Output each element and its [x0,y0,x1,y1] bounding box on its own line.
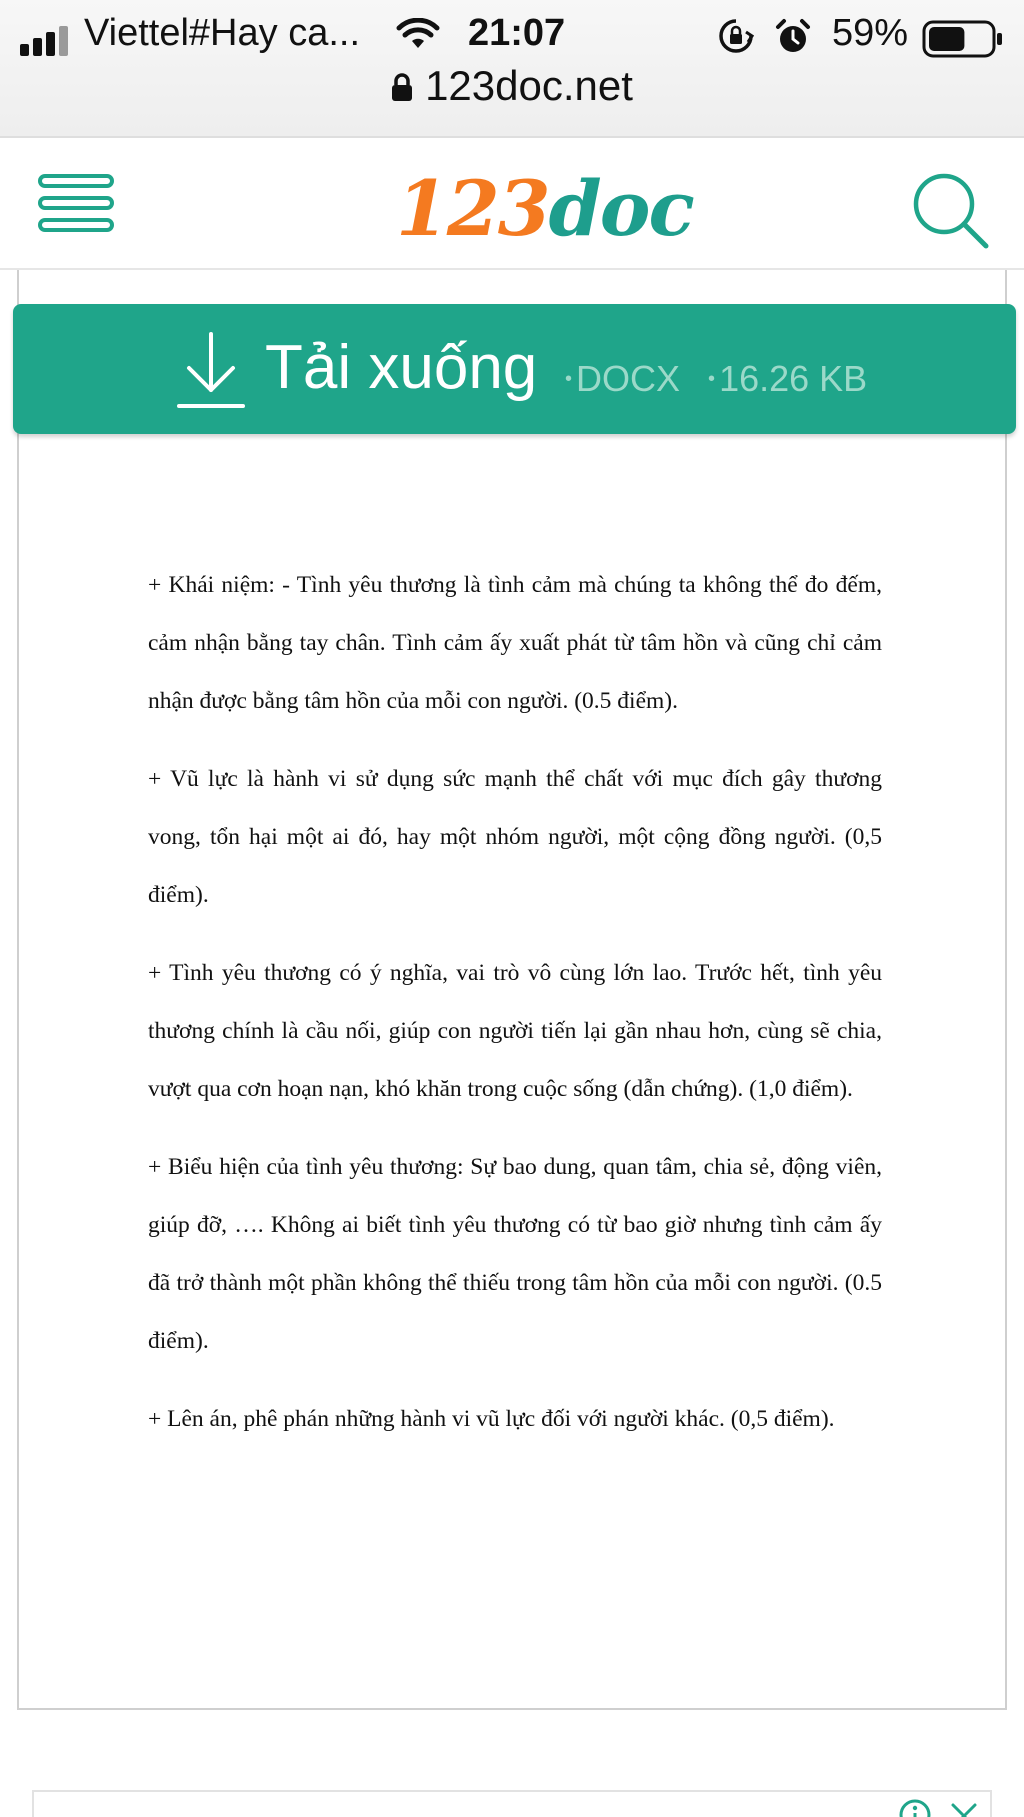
rotation-lock-icon [718,18,754,54]
status-time: 21:07 [468,12,566,54]
carrier-name: Viettel#Hay ca... [84,12,361,54]
browser-chrome [0,0,1024,138]
file-format: DOCX [576,358,681,399]
download-button[interactable] [13,304,1016,434]
ad-banner[interactable] [32,1790,992,1817]
doc-paragraph: + Biểu hiện của tình yêu thương: Sự bao dung, quan tâm, chia sẻ, động viên, giúp đỡ, …. Không ai biết tình yêu thương có từ bao giờ nhưng tình cảm ấy đã trở thành một phần không thể thiếu trong tâm hồn của mỗi con người. (0.5 điểm). [148,1154,882,1354]
padlock-icon [391,72,413,102]
doc-paragraph: + Vũ lực là hành vi sử dụng sức mạnh thể chất với mục đích gây thương vong, tổn hại một ai đó, hay một nhóm người, một cộng đồng người. (0,5 điểm). [148,766,882,908]
cellular-signal-icon [20,24,70,56]
site-header [0,140,1024,270]
hamburger-menu-icon[interactable] [36,170,120,240]
wifi-icon [396,18,440,52]
ad-close-icon[interactable] [948,1800,980,1817]
alarm-icon [774,18,812,56]
file-size: 16.26 KB [719,358,868,399]
download-meta: • DOCX • 16.26 KB [565,358,868,399]
search-icon[interactable] [910,170,990,250]
download-label: Tải xuống [265,333,538,402]
doc-paragraph: + Tình yêu thương có ý nghĩa, vai trò vô cùng lớn lao. Trước hết, tình yêu thương chính là cầu nối, giúp con người tiến lại gần nhau hơn, cùng sẽ chia, vượt qua cơn hoạn nạn, khó khăn trong cuộc sống (dẫn chứng). (1,0 điểm). [148,960,882,1102]
ad-info-icon[interactable] [898,1798,932,1817]
doc-paragraph: + Khái niệm: - Tình yêu thương là tình cảm mà chúng ta không thể đo đếm, cảm nhận bằng tay chân. Tình cảm ấy xuất phát từ tâm hồn và cũng chỉ cảm nhận được bằng tâm hồn của mỗi con người. (0.5 điểm). [148,572,882,714]
document-text [148,556,882,1468]
download-icon [177,330,245,410]
logo-word: doc [548,164,693,253]
status-bar [0,8,1024,58]
doc-paragraph: + Lên án, phê phán những hành vi vũ lực đối với người khác. (0,5 điểm). [148,1406,835,1432]
logo-number: 123 [396,164,549,253]
battery-percent: 59% [832,12,909,54]
url-text: 123doc.net [425,62,633,109]
battery-icon [922,20,1004,58]
site-logo[interactable] [396,164,693,254]
address-bar[interactable] [0,62,1024,118]
